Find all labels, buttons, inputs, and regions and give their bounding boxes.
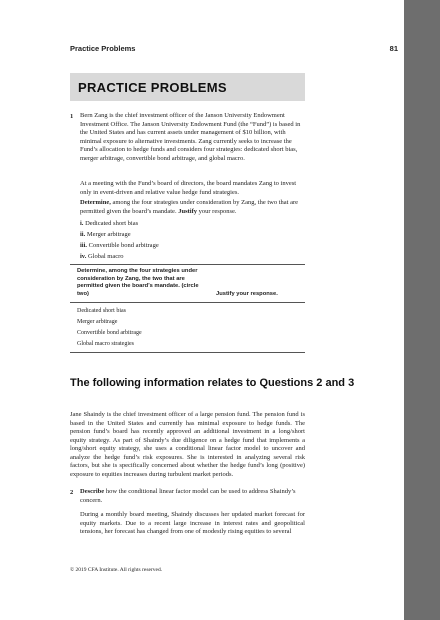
q1-paragraph-1: Bern Zang is the chief investment officer of the Janson University Endowment Investment Office. The Janson University Endowment Fund (the “Fund”) is based in the United States and has current assets under management of $10 billion, with minimal exposure to alternative investments. Zang currently seeks to increase the Fund’s allocation to hedge funds and considers four strategies: dedicated short bias, merger arbitrage, convertible bond arbitrage, and global macro. (80, 112, 301, 162)
table-row: Global macro strategies (77, 341, 134, 347)
q2-question-text: how the conditional linear factor model can be used to address Shaindy’s concern. (80, 488, 296, 504)
list-item: iii. Convertible bond arbitrage (80, 242, 159, 249)
q1-question-text-end: your response. (196, 207, 237, 215)
table-top-rule (70, 264, 305, 265)
table-bottom-rule (70, 352, 305, 353)
q1-question (80, 199, 302, 216)
list-item: iv. Global macro (80, 253, 124, 260)
page-side-strip (404, 0, 440, 620)
q1-determine-label: Determine, (80, 199, 111, 206)
question-number-2: 2 (70, 489, 74, 496)
copyright-footer: © 2019 CFA Institute. All rights reserved. (70, 567, 163, 573)
table-header-determine: Determine, among the four strategies under consideration by Zang, the two that are permitted given the board’s mandate. (circle two) (77, 268, 199, 297)
header-section-title: Practice Problems (70, 44, 136, 53)
q1-justify-label: Justify (178, 207, 197, 215)
table-header-rule (70, 302, 305, 303)
table-header-justify: Justify your response. (216, 291, 278, 297)
q2-describe-label: Describe (80, 488, 105, 495)
table-row: Dedicated short bias (77, 308, 126, 314)
q1-option-list (80, 218, 159, 262)
list-item: ii. Merger arbitrage (80, 231, 131, 238)
q2-question (80, 488, 302, 505)
table-row: Merger arbitrage (77, 319, 118, 325)
page-title: PRACTICE PROBLEMS (78, 80, 227, 95)
q2-intro-paragraph: Jane Shaindy is the chief investment officer of a large pension fund. The pension fund is based in the United States and currently has minimal exposure to hedge funds. The pension fund’s board has recently approved an additional investment in a long/short equity strategy. As part of Shaindy’s due diligence on a hedge fund that implements a long/short equity strategy, she uses a conditional linear factor model to uncover and analyze the hedge fund’s risk exposures. She is interested in analyzing several risk factors, but she is specifically concerned about whether the hedge fund’s long (positive) exposure to equities increases during turbulent market periods. (70, 411, 305, 478)
table-row: Convertible bond arbitrage (77, 330, 142, 336)
q1-paragraph-2: At a meeting with the Fund’s board of directors, the board mandates Zang to invest only in event-driven and relative value hedge fund strategies. (80, 180, 297, 196)
question-number-1: 1 (70, 113, 74, 120)
q3-intro-paragraph: During a monthly board meeting, Shaindy discusses her updated market forecast for equity markets. Due to a recent large increase in interest rates and geopolitical tensions, her forecast has changed from one of modestly rising equities to several (80, 511, 305, 535)
running-header (70, 44, 398, 58)
section-heading: The following information relates to Questions 2 and 3 (70, 377, 355, 389)
page-number: 81 (389, 44, 398, 53)
list-item: i. Dedicated short bias (80, 220, 139, 227)
title-banner (70, 73, 305, 101)
q1-question-text: among the four strategies under consideration by Zang, the two that are permitted given the board’s mandate. (80, 199, 299, 215)
